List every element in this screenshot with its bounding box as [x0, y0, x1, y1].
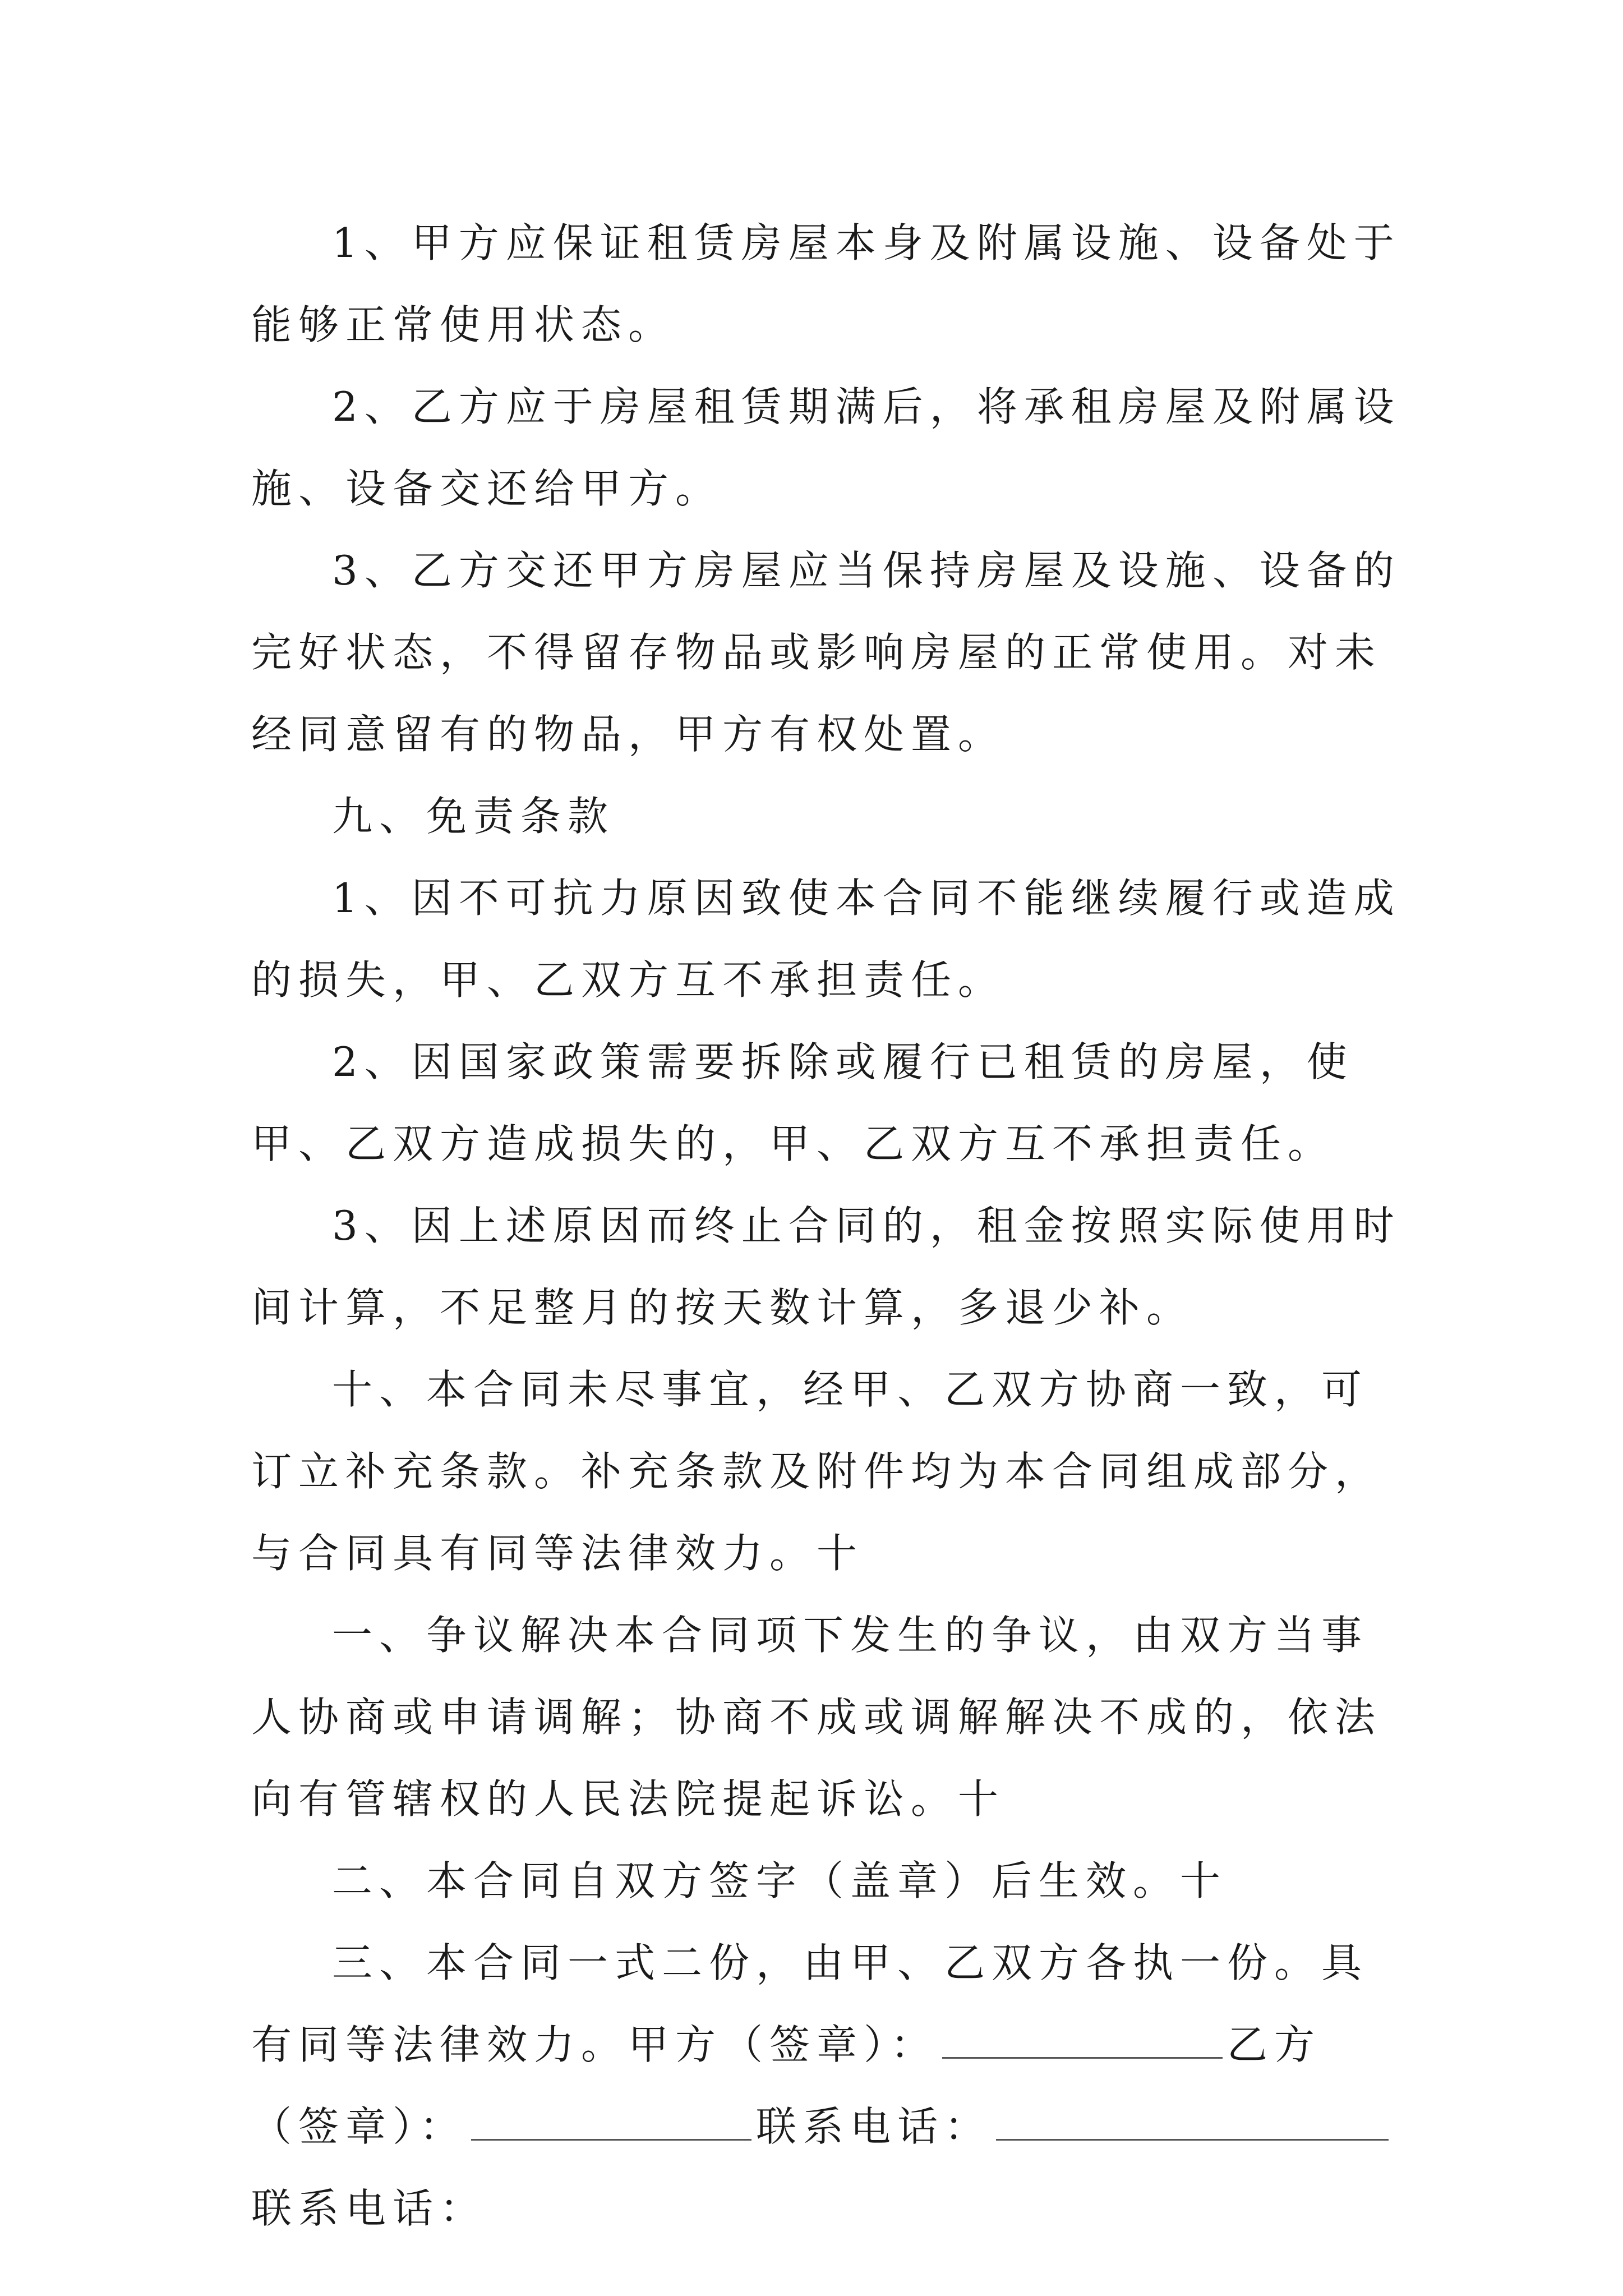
- clause-paragraph: 二、本合同自双方签字（盖章）后生效。十: [332, 1857, 1228, 1904]
- party-a-signature-blank[interactable]: [942, 2023, 1223, 2059]
- contract-body: [251, 202, 1402, 2249]
- section-heading: 九、免责条款: [332, 793, 615, 840]
- party-a-phone-blank[interactable]: [996, 2105, 1389, 2141]
- clause-paragraph: 一、争议解决本合同项下发生的争议，由双方当事人协商或申请调解；协商不成或调解解决不成的，依法向有管辖权的人民法院提起诉讼。十: [251, 1612, 1382, 1823]
- party-b-signature-blank[interactable]: [471, 2105, 751, 2141]
- party-b-signature-label: 乙方（签章）：: [251, 2021, 1322, 2150]
- clause-paragraph: 3、乙方交还甲方房屋应当保持房屋及设施、设备的完好状态，不得留存物品或影响房屋的正常使用。对未经同意留有的物品，甲方有权处置。: [251, 547, 1401, 758]
- final-clause-text: 三、本合同一式二份，由甲、乙双方各执一份。具有同等法律效力。: [251, 1939, 1369, 2068]
- clause-paragraph: 1、甲方应保证租赁房屋本身及附属设施、设备处于能够正常使用状态。: [251, 219, 1401, 348]
- party-a-signature-label: 甲方（签章）：: [628, 2021, 938, 2068]
- clause-paragraph: 2、乙方应于房屋租赁期满后，将承租房屋及附属设施、设备交还给甲方。: [251, 383, 1401, 512]
- clause-paragraph: 2、因国家政策需要拆除或履行已租赁的房屋，使甲、乙双方造成损失的，甲、乙双方互不承担责任。: [251, 1038, 1354, 1167]
- party-b-phone-label: 联系电话：: [251, 2185, 487, 2232]
- clause-paragraph: 十、本合同未尽事宜，经甲、乙双方协商一致，可订立补充条款。补充条款及附件均为本合同组成部分，与合同具有同等法律效力。十: [251, 1366, 1382, 1577]
- clause-paragraph: 3、因上述原因而终止合同的，租金按照实际使用时间计算，不足整月的按天数计算，多退少补。: [251, 1202, 1401, 1331]
- party-a-phone-label: 联系电话：: [756, 2103, 992, 2150]
- clause-paragraph: 1、因不可抗力原因致使本合同不能继续履行或造成的损失，甲、乙双方互不承担责任。: [251, 875, 1401, 1004]
- signature-paragraph: [251, 1922, 1402, 2249]
